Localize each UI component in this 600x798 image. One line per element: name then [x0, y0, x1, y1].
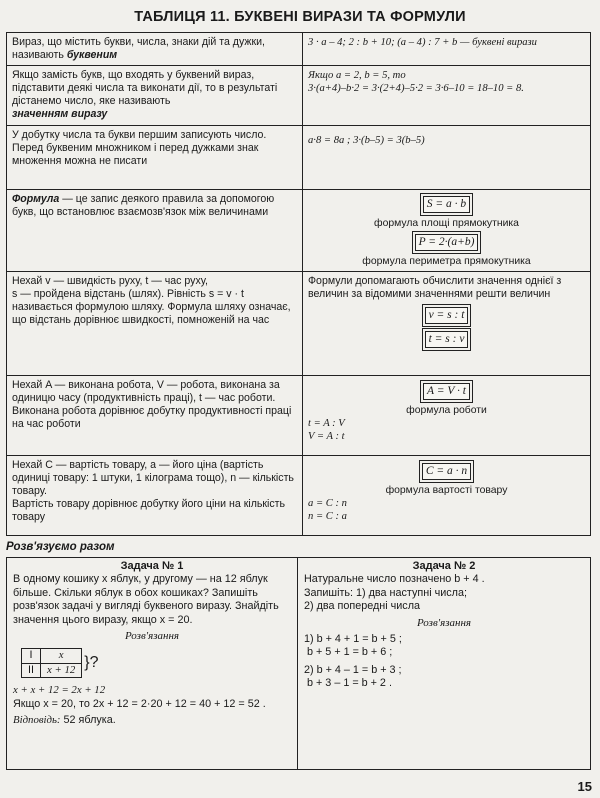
answer-label: Відповідь:: [13, 714, 61, 727]
solution-label: Розв'язання: [124, 630, 180, 643]
task-text: Запишіть: 1) два наступні числа;: [304, 586, 467, 599]
table-row: [7, 456, 591, 536]
table-row: [7, 33, 591, 66]
answer-text: 52 яблука.: [63, 714, 116, 727]
basket-label: I: [22, 649, 41, 663]
basket-value: x + 12: [41, 663, 82, 677]
formula-box: P = 2·(a+b): [415, 234, 479, 251]
solution-line: x + x + 12 = 2x + 12: [13, 684, 106, 697]
row-right-cell: [303, 126, 591, 190]
row-left-cell: [7, 126, 303, 190]
formula-box: t = s : v: [425, 331, 469, 348]
solution-line: Якщо x = 20, то 2x + 12 = 2·20 + 12 = 40 + 12 = 52 .: [13, 697, 266, 710]
row-left-cell: [7, 66, 303, 126]
row-left-cell: [7, 190, 303, 272]
formula-box: v = s : t: [425, 307, 469, 324]
table-row: [7, 558, 591, 770]
term: Формула: [12, 193, 60, 205]
rule-text: Перед буквеним множником і перед дужками знак множення можна не писати: [12, 142, 259, 167]
derived-formula: a = C : n: [308, 498, 347, 509]
example-calculation: 3·(a+4)–b·2 = 3·(2+4)–5·2 = 3·6–10 = 18–10 = 8.: [308, 83, 524, 94]
formula-caption: формула роботи: [406, 405, 487, 416]
example-condition: Якщо a = 2, b = 5, то: [308, 70, 406, 81]
formula-box: S = a · b: [423, 196, 470, 213]
formulas-table: [6, 32, 591, 536]
basket-label: II: [22, 663, 41, 677]
derived-formula: n = C : a: [308, 511, 347, 522]
row-left-cell: [7, 376, 303, 456]
example-text: a·8 = 8a ; 3·(b–5) = 3(b–5): [308, 135, 425, 146]
table-row: [7, 272, 591, 376]
definition-text: Нехай v — швидкість руху, t — час руху,: [12, 275, 208, 287]
solution-line: b + 5 + 1 = b + 6 ;: [307, 646, 393, 659]
row-right-cell: [303, 456, 591, 536]
formula-box: A = V · t: [423, 383, 470, 400]
solution-line: 1) b + 4 + 1 = b + 5 ;: [304, 633, 402, 646]
task-2-cell: [298, 558, 591, 770]
term: значенням виразу: [12, 108, 108, 120]
task-header: Задача № 2: [412, 560, 476, 572]
row-right-cell: [303, 33, 591, 66]
solution-line: 2) b + 4 – 1 = b + 3 ;: [304, 663, 402, 676]
definition-text: Виконана робота дорівнює добутку продуктивності праці на час роботи: [12, 405, 292, 430]
formula-caption: формула вартості товару: [385, 485, 508, 496]
basket-table: [21, 648, 82, 678]
solution-line: b + 3 – 1 = b + 2 .: [307, 677, 392, 690]
formula-caption: формула периметра прямокутника: [362, 256, 531, 267]
row-left-cell: [7, 272, 303, 376]
task-1-cell: [7, 558, 298, 770]
solution-label: Розв'язання: [416, 616, 472, 629]
row-left-cell: [7, 33, 303, 66]
rule-text: У добутку числа та букви першим записують число.: [12, 129, 267, 141]
term: буквеним: [66, 49, 118, 61]
row-right-cell: [303, 376, 591, 456]
page-number: 15: [577, 779, 592, 794]
derived-formula: V = A : t: [308, 431, 345, 442]
row-right-cell: [303, 66, 591, 126]
table-row: [7, 376, 591, 456]
task-text: Натуральне число позначено b + 4 .: [304, 573, 485, 586]
page-title: ТАБЛИЦЯ 11. БУКВЕНІ ВИРАЗИ ТА ФОРМУЛИ: [134, 9, 466, 25]
table-row: [7, 66, 591, 126]
section-title: Розв'язуємо разом: [6, 541, 115, 553]
derived-formula: t = A : V: [308, 418, 345, 429]
table-row: [7, 190, 591, 272]
brace-question: }?: [84, 653, 99, 671]
row-right-cell: [303, 190, 591, 272]
row-right-cell: [303, 272, 591, 376]
formula-box: C = a · n: [422, 463, 471, 480]
row-left-cell: [7, 456, 303, 536]
definition-text: s — пройдена відстань (шлях). Рівність s = v · t називається формулою шляху. Формула шляху означає, що відстань дорівнює швидкості, помноженій на час: [12, 288, 291, 326]
task-text: В одному кошику x яблук, у другому — на 12 яблук більше. Скільки яблук в обох кошиках? Запишіть розв'язок задачі у вигляді буквеного виразу. Знайдіть значення цього виразу, якщо x = 20.: [13, 573, 279, 626]
definition-text: Нехай C — вартість товару, a — його ціна (вартість одиниці товару: 1 штуки, 1 кілограма тощо), n — кількість товару.: [12, 459, 294, 497]
example-text: 3 · a – 4; 2 : b + 10; (a – 4) : 7 + b — буквені вирази: [308, 37, 537, 48]
definition-text: Вираз, що містить букви, числа, знаки дій та дужки, називають: [12, 36, 265, 61]
definition-text: Нехай A — виконана робота, V — робота, виконана за одиницю часу (продуктивність праці), t — час роботи.: [12, 379, 280, 404]
basket-value: x: [41, 649, 82, 663]
task-text: 2) два попередні числа: [304, 600, 421, 613]
definition-text: Якщо замість букв, що входять у буквений вираз, підставити деякі числа та виконати дії, то в результаті дістанемо число, яке називають: [12, 69, 278, 107]
definition-text: — це запис деякого правила за допомогою букв, що встановлює взаємозв'язок між величинами: [12, 193, 275, 218]
formula-caption: формула площі прямокутника: [374, 218, 519, 229]
task-header: Задача № 1: [120, 560, 184, 572]
definition-text: Вартість товару дорівнює добутку його ціни на кількість товару: [12, 498, 286, 523]
explanation-text: Формули допомагають обчислити значення однієї з величин за відомими значеннями решти величин: [308, 275, 562, 300]
tasks-table: [6, 557, 591, 770]
table-row: [7, 126, 591, 190]
